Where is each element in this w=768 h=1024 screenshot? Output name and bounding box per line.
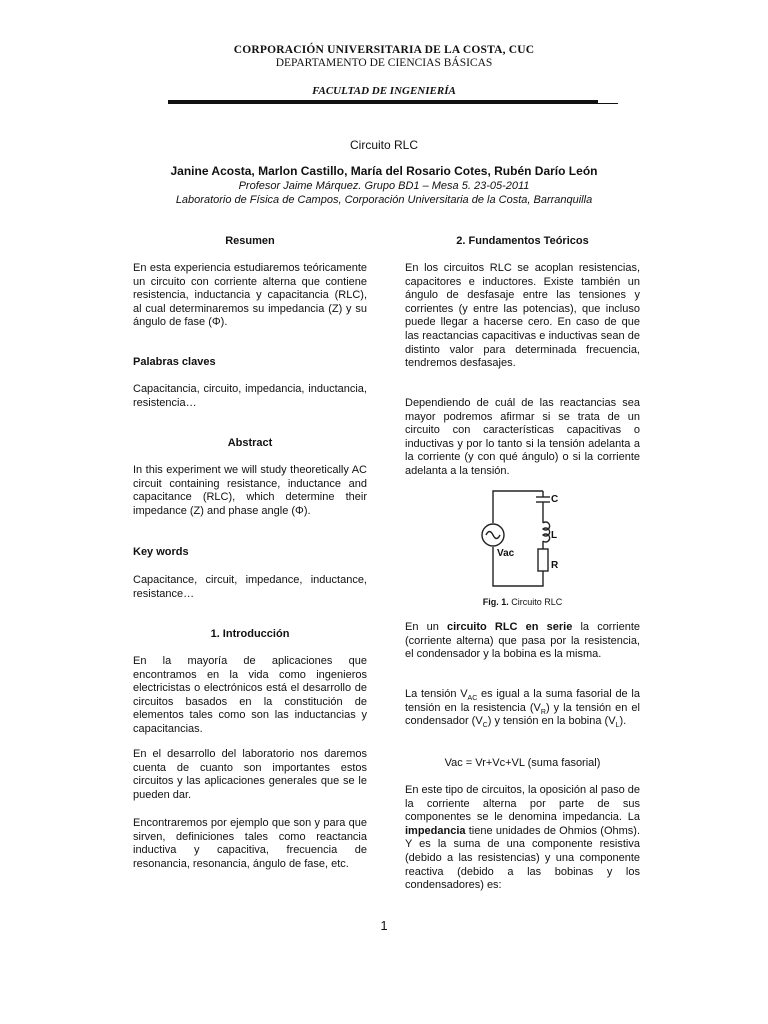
equation: Vac = Vr+Vc+VL (suma fasorial) (444, 757, 601, 769)
paper-title: Circuito RLC (349, 138, 418, 152)
abstract-text: In this experiment we will study theoretically AC circuit containing resistance, inductance and capacitance (RLC), which determine their impedance (Z) and phase angle (Φ). (133, 464, 367, 517)
page-number: 1 (380, 918, 388, 933)
inductor-coil (543, 522, 550, 542)
tension-sub-l: L (615, 722, 620, 730)
resumen-text: En esta experiencia estudiaremos teóricamente un circuito con corriente alterna que contiene resistencia, inductancia y capacitancia (RLC), al cual determinaremos su impedancia (Z) y su ángulo de fase (Φ). (133, 262, 367, 329)
serie-paragraph (405, 621, 640, 662)
intro-paragraph-3: Encontraremos por ejemplo que son y para que sirven, definiciones tales como reactancia inductiva y capacitiva, frecuencia de resonancia, resonancia, ángulo de fase, etc. (133, 817, 367, 870)
intro-paragraph-2: En el desarrollo del laboratorio nos daremos cuenta de cuanto son importantes estos circuitos y las aplicaciones generales que se le pueden dar. (133, 748, 367, 801)
tension-sub-c: C (482, 722, 488, 730)
keywords-heading: Key words (133, 546, 189, 558)
abstract-heading: Abstract (227, 437, 273, 449)
intro-heading: 1. Introducción (210, 628, 290, 640)
impedance-text-pre: En este tipo de circuitos, la oposición al paso de la corriente alterna por parte de sus componentes se le denomina impedancia. La (405, 784, 640, 824)
resumen-heading: Resumen (225, 235, 275, 247)
tension-text-2: es igual a la suma fasorial de la tensión en la resistencia (V (405, 688, 640, 714)
serie-text-pre: En un (405, 621, 447, 633)
label-source: Vac (497, 548, 515, 559)
faculty-name: FACULTAD DE INGENIERÍA (312, 85, 456, 97)
paper-authors: Janine Acosta, Marlon Castillo, María del Rosario Cotes, Rubén Darío León (170, 164, 598, 178)
tension-paragraph (405, 688, 640, 729)
fundamentos-paragraph-1: En los circuitos RLC se acoplan resistencias, capacitores e inductores. Existe también un ángulo de desfasaje entre las tensiones y corrientes (y entre las potencias), que incluso puede llegar a hacerse cero. En caso de que las reactancias capacitivas e inductivas sean de distinto valor para determinada frecuencia, tendremos desfasajes. (405, 262, 640, 370)
wire-top (493, 491, 543, 523)
header-rule-thin (168, 103, 618, 104)
label-capacitor: C (551, 494, 559, 505)
professor-line: Profesor Jaime Márquez. Grupo BD1 – Mesa 5. 23-05-2011 (238, 180, 530, 192)
tension-sub-ac: AC (467, 695, 478, 703)
label-inductor: L (551, 530, 558, 541)
keywords-text: Capacitance, circuit, impedance, inductance, resistance… (133, 574, 367, 600)
institution-name: CORPORACIÓN UNIVERSITARIA DE LA COSTA, CUC (233, 44, 535, 56)
tension-text-3: ) y la tensión en el condensador (V (405, 701, 640, 728)
serie-text-bold: circuito RLC en serie (447, 621, 573, 633)
impedance-text-post: tiene unidades de Ohmios (Ohms). Y es la suma de una componente resistiva (debido a las resistencias) y una componente reactiva (debido a las bobinas y los condensadores) es: (405, 824, 640, 892)
tension-text-4: ) y tensión en la bobina (V (487, 715, 616, 728)
palabras-text: Capacitancia, circuito, impedancia, inductancia, resistencia… (133, 383, 367, 409)
figure-label: Fig. 1. (482, 597, 509, 607)
tension-text-5: ). (619, 715, 627, 728)
palabras-heading: Palabras claves (133, 356, 216, 368)
department-name: DEPARTAMENTO DE CIENCIAS BÁSICAS (275, 57, 493, 69)
fundamentos-paragraph-2: Dependiendo de cuál de las reactancias sea mayor podremos afirmar si se trata de un circuito con características capacitivas o inductivas y por lo tanto si la tensión adelanta a la corriente (y con qué ángulo) o si la corriente adelanta a la tensión. (405, 397, 640, 477)
figure-caption-text: Circuito RLC (511, 597, 563, 607)
resistor-body (538, 549, 548, 571)
tension-text-1: La tensión V (405, 688, 468, 700)
tension-sub-r: R (540, 708, 546, 716)
fundamentos-heading: 2. Fundamentos Teóricos (456, 235, 589, 247)
label-resistor: R (551, 560, 559, 571)
lab-line: Laboratorio de Física de Campos, Corporación Universitaria de la Costa, Barranquilla (175, 194, 593, 206)
impedance-paragraph (405, 784, 640, 893)
figure-caption (405, 597, 640, 607)
serie-text-post: la corriente (corriente alterna) que pasa por la resistencia, el condensador y la bobina es la misma. (405, 621, 640, 661)
rlc-circuit-diagram (480, 487, 570, 591)
impedance-text-bold: impedancia (405, 824, 466, 837)
intro-paragraph-1: En la mayoría de aplicaciones que encontramos en la vida como ingenieros electricistas o electrónicos está el desarrollo de circuitos basados en la constitución de elementos tales como son las inductancias y capacitancias. (133, 655, 367, 735)
